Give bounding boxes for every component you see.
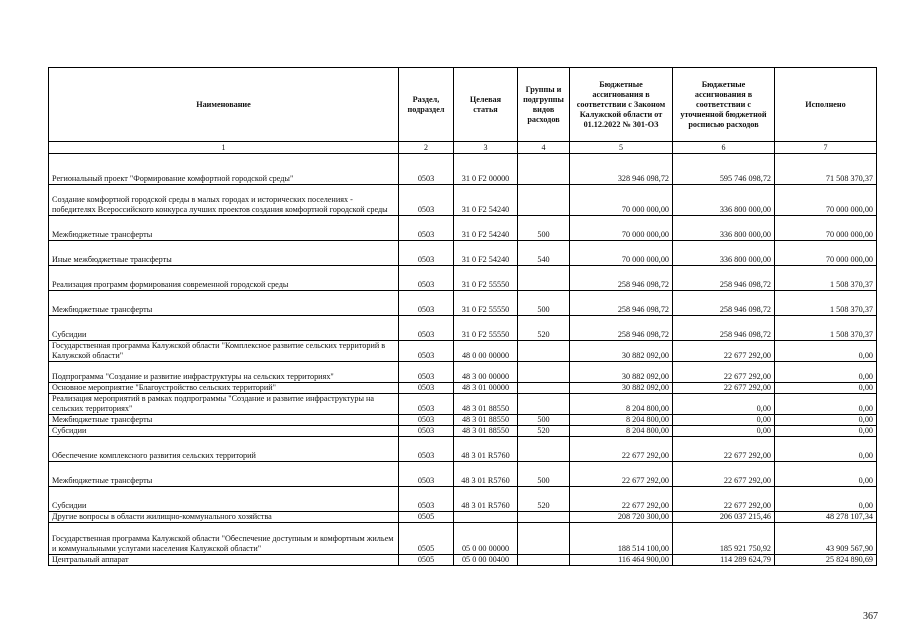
cell-law: 30 882 092,00: [570, 362, 673, 383]
cell-group: [518, 383, 570, 394]
cell-name: Подпрограмма "Создание и развитие инфраструктуры на сельских территориях": [49, 362, 399, 383]
cell-group: [518, 185, 570, 216]
cell-name: Субсидии: [49, 426, 399, 437]
cell-target: 48 0 00 00000: [454, 341, 518, 362]
table-row: [49, 362, 877, 383]
cell-target: 48 3 00 00000: [454, 362, 518, 383]
table-row: [49, 185, 877, 216]
cell-section: 0503: [399, 341, 454, 362]
table-row: [49, 462, 877, 487]
table-row: [49, 426, 877, 437]
cell-revised: 22 677 292,00: [673, 437, 775, 462]
cell-law: 188 514 100,00: [570, 523, 673, 555]
cell-revised: 0,00: [673, 394, 775, 415]
cell-executed: 0,00: [775, 426, 877, 437]
header-section: Раздел, подраздел: [399, 68, 454, 142]
table-row: [49, 394, 877, 415]
cell-name: Субсидии: [49, 316, 399, 341]
cell-target: 48 3 01 88550: [454, 394, 518, 415]
table-row: [49, 341, 877, 362]
cell-revised: 0,00: [673, 415, 775, 426]
cell-law: 258 946 098,72: [570, 291, 673, 316]
cell-law: 8 204 800,00: [570, 394, 673, 415]
cell-section: 0503: [399, 487, 454, 512]
cell-section: 0503: [399, 316, 454, 341]
table-row: [49, 523, 877, 555]
cell-law: 70 000 000,00: [570, 185, 673, 216]
cell-target: 48 3 01 R5760: [454, 487, 518, 512]
cell-target: 31 0 F2 54240: [454, 216, 518, 241]
cell-section: 0505: [399, 523, 454, 555]
cell-section: 0503: [399, 291, 454, 316]
cell-group: 520: [518, 487, 570, 512]
cell-group: [518, 394, 570, 415]
cell-executed: 0,00: [775, 462, 877, 487]
cell-name: Региональный проект "Формирование комфортной городской среды": [49, 154, 399, 185]
cell-law: 116 464 900,00: [570, 555, 673, 566]
cell-law: 258 946 098,72: [570, 266, 673, 291]
cell-target: 48 3 01 88550: [454, 426, 518, 437]
cell-group: 500: [518, 291, 570, 316]
cell-name: Субсидии: [49, 487, 399, 512]
header-name: Наименование: [49, 68, 399, 142]
cell-group: 540: [518, 241, 570, 266]
cell-executed: 1 508 370,37: [775, 316, 877, 341]
table-row: [49, 383, 877, 394]
column-number: 6: [673, 142, 775, 154]
cell-group: 500: [518, 462, 570, 487]
cell-executed: 71 508 370,37: [775, 154, 877, 185]
cell-revised: 206 037 215,46: [673, 512, 775, 523]
table-row: [49, 216, 877, 241]
cell-revised: 595 746 098,72: [673, 154, 775, 185]
cell-name: Государственная программа Калужской области "Комплексное развитие сельских территорий в Калужской области": [49, 341, 399, 362]
cell-group: 500: [518, 415, 570, 426]
table-row: [49, 415, 877, 426]
cell-law: 22 677 292,00: [570, 462, 673, 487]
column-number: 3: [454, 142, 518, 154]
table-row: [49, 154, 877, 185]
cell-executed: 0,00: [775, 415, 877, 426]
table-row: [49, 291, 877, 316]
cell-target: 31 0 F2 55550: [454, 316, 518, 341]
cell-target: 48 3 01 00000: [454, 383, 518, 394]
cell-group: 520: [518, 426, 570, 437]
cell-section: 0503: [399, 383, 454, 394]
page-number: 367: [863, 611, 878, 622]
cell-law: 8 204 800,00: [570, 415, 673, 426]
table-row: [49, 241, 877, 266]
cell-target: 31 0 F2 00000: [454, 154, 518, 185]
column-number: 1: [49, 142, 399, 154]
column-number-row: [49, 142, 877, 154]
cell-revised: 336 800 000,00: [673, 216, 775, 241]
cell-name: Реализация мероприятий в рамках подпрограммы "Создание и развитие инфраструктуры на сельских территориях": [49, 394, 399, 415]
table-row: [49, 512, 877, 523]
column-number: 2: [399, 142, 454, 154]
cell-target: 05 0 00 00000: [454, 523, 518, 555]
cell-revised: 0,00: [673, 426, 775, 437]
cell-group: [518, 266, 570, 291]
table-row: [49, 555, 877, 566]
cell-revised: 22 677 292,00: [673, 462, 775, 487]
cell-name: Межбюджетные трансферты: [49, 216, 399, 241]
cell-target: 31 0 F2 54240: [454, 185, 518, 216]
cell-executed: 0,00: [775, 394, 877, 415]
cell-name: Основное мероприятие "Благоустройство сельских территорий": [49, 383, 399, 394]
cell-group: [518, 154, 570, 185]
cell-revised: 336 800 000,00: [673, 185, 775, 216]
cell-target: 48 3 01 R5760: [454, 462, 518, 487]
table-row: [49, 316, 877, 341]
cell-revised: 258 946 098,72: [673, 266, 775, 291]
cell-executed: 1 508 370,37: [775, 266, 877, 291]
cell-group: [518, 523, 570, 555]
table-row: [49, 266, 877, 291]
cell-revised: 258 946 098,72: [673, 291, 775, 316]
header-target: Целевая статья: [454, 68, 518, 142]
cell-section: 0503: [399, 362, 454, 383]
cell-group: [518, 555, 570, 566]
cell-section: 0503: [399, 437, 454, 462]
cell-section: 0503: [399, 185, 454, 216]
cell-target: [454, 512, 518, 523]
cell-name: Центральный аппарат: [49, 555, 399, 566]
table-body: [49, 154, 877, 566]
cell-name: Создание комфортной городской среды в малых городах и исторических поселениях - победителях Всероссийского конкурса лучших проектов создания комфортной городской среды: [49, 185, 399, 216]
budget-table: [48, 67, 877, 566]
header-law: Бюджетные ассигнования в соответствии с Законом Калужской области от 01.12.2022 № 301-ОЗ: [570, 68, 673, 142]
cell-group: [518, 341, 570, 362]
cell-law: 22 677 292,00: [570, 437, 673, 462]
column-number: 5: [570, 142, 673, 154]
cell-executed: 0,00: [775, 362, 877, 383]
cell-section: 0503: [399, 241, 454, 266]
cell-revised: 22 677 292,00: [673, 341, 775, 362]
cell-revised: 336 800 000,00: [673, 241, 775, 266]
cell-group: 500: [518, 216, 570, 241]
cell-executed: 0,00: [775, 487, 877, 512]
table-row: [49, 437, 877, 462]
cell-name: Другие вопросы в области жилищно-коммунального хозяйства: [49, 512, 399, 523]
column-number: 7: [775, 142, 877, 154]
cell-name: Реализация программ формирования современной городской среды: [49, 266, 399, 291]
cell-section: 0505: [399, 555, 454, 566]
cell-group: [518, 362, 570, 383]
cell-section: 0503: [399, 426, 454, 437]
cell-law: 328 946 098,72: [570, 154, 673, 185]
cell-revised: 185 921 750,92: [673, 523, 775, 555]
cell-executed: 0,00: [775, 383, 877, 394]
cell-target: 31 0 F2 54240: [454, 241, 518, 266]
cell-executed: 0,00: [775, 437, 877, 462]
cell-target: 31 0 F2 55550: [454, 291, 518, 316]
cell-name: Обеспечение комплексного развития сельских территорий: [49, 437, 399, 462]
cell-target: 48 3 01 R5760: [454, 437, 518, 462]
cell-target: 48 3 01 88550: [454, 415, 518, 426]
cell-revised: 114 289 624,79: [673, 555, 775, 566]
cell-revised: 22 677 292,00: [673, 383, 775, 394]
header-row: [49, 68, 877, 142]
cell-revised: 22 677 292,00: [673, 487, 775, 512]
cell-law: 30 882 092,00: [570, 383, 673, 394]
cell-law: 22 677 292,00: [570, 487, 673, 512]
cell-section: 0503: [399, 394, 454, 415]
cell-law: 70 000 000,00: [570, 216, 673, 241]
header-group: Группы и подгруппы видов расходов: [518, 68, 570, 142]
cell-name: Межбюджетные трансферты: [49, 462, 399, 487]
cell-executed: 0,00: [775, 341, 877, 362]
cell-name: Иные межбюджетные трансферты: [49, 241, 399, 266]
cell-law: 8 204 800,00: [570, 426, 673, 437]
cell-section: 0503: [399, 415, 454, 426]
cell-executed: 70 000 000,00: [775, 241, 877, 266]
cell-law: 258 946 098,72: [570, 316, 673, 341]
cell-section: 0503: [399, 154, 454, 185]
cell-section: 0503: [399, 462, 454, 487]
cell-name: Межбюджетные трансферты: [49, 291, 399, 316]
header-revised: Бюджетные ассигнования в соответствии с уточненной бюджетной росписью расходов: [673, 68, 775, 142]
table-row: [49, 487, 877, 512]
cell-executed: 70 000 000,00: [775, 185, 877, 216]
cell-revised: 22 677 292,00: [673, 362, 775, 383]
cell-law: 208 720 300,00: [570, 512, 673, 523]
column-number: 4: [518, 142, 570, 154]
cell-revised: 258 946 098,72: [673, 316, 775, 341]
cell-executed: 1 508 370,37: [775, 291, 877, 316]
cell-executed: 25 824 890,69: [775, 555, 877, 566]
cell-name: Государственная программа Калужской области "Обеспечение доступным и комфортным жильем и коммунальными услугами населения Калужской области": [49, 523, 399, 555]
cell-law: 70 000 000,00: [570, 241, 673, 266]
cell-section: 0503: [399, 266, 454, 291]
cell-executed: 48 278 107,34: [775, 512, 877, 523]
cell-group: 520: [518, 316, 570, 341]
cell-section: 0505: [399, 512, 454, 523]
cell-law: 30 882 092,00: [570, 341, 673, 362]
cell-target: 31 0 F2 55550: [454, 266, 518, 291]
cell-target: 05 0 00 00400: [454, 555, 518, 566]
cell-section: 0503: [399, 216, 454, 241]
cell-executed: 70 000 000,00: [775, 216, 877, 241]
cell-name: Межбюджетные трансферты: [49, 415, 399, 426]
cell-executed: 43 909 567,90: [775, 523, 877, 555]
header-executed: Исполнено: [775, 68, 877, 142]
cell-group: [518, 437, 570, 462]
cell-group: [518, 512, 570, 523]
